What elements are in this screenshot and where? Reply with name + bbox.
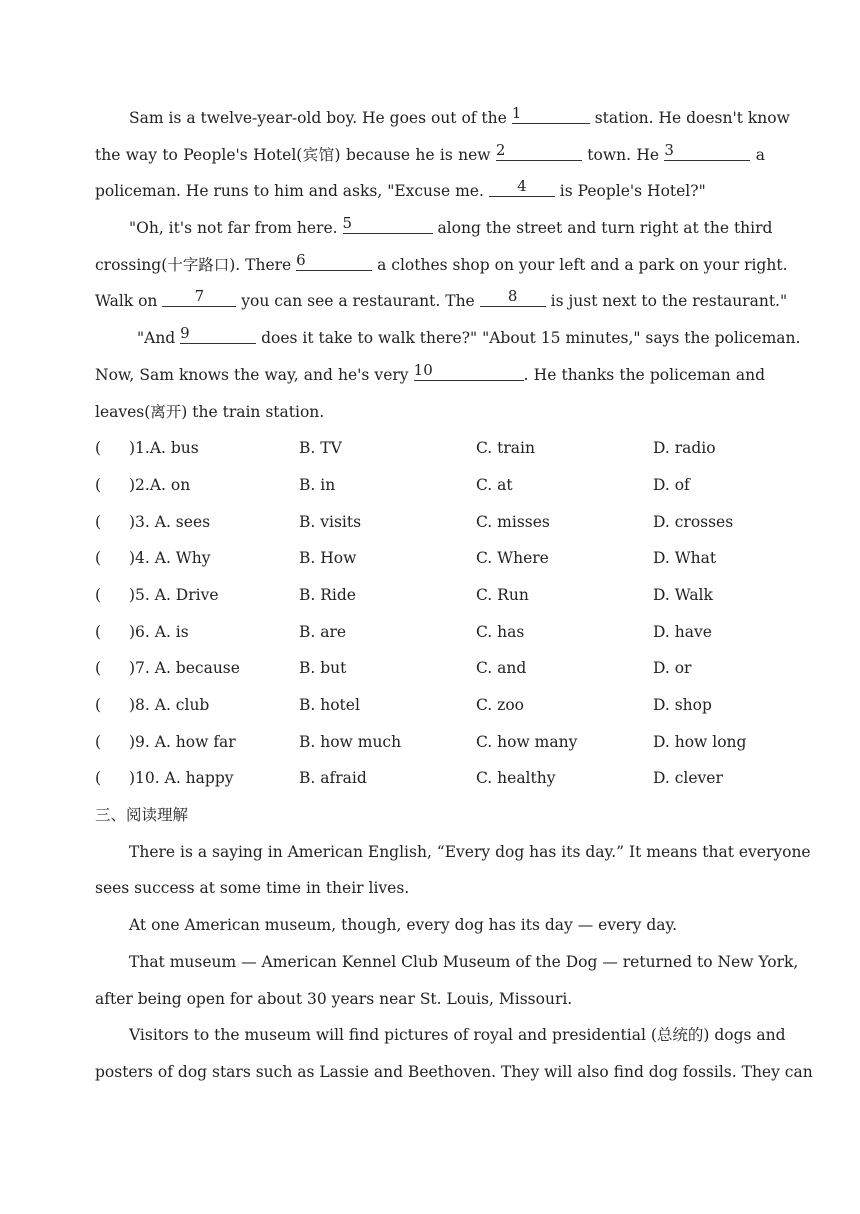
options-list — [95, 430, 765, 797]
option-a: )7. A. because — [129, 659, 240, 678]
blank-5[interactable]: 5 — [343, 213, 433, 234]
option-c: C. misses — [476, 512, 550, 531]
blank-10[interactable]: 10 — [414, 360, 524, 381]
document-page — [95, 100, 813, 1091]
option-row — [95, 650, 765, 687]
option-a: )3. A. sees — [129, 512, 211, 531]
option-c: C. has — [476, 622, 525, 641]
option-c: C. and — [476, 659, 527, 678]
option-b: B. hotel — [299, 696, 360, 714]
option-b: B. but — [299, 659, 347, 678]
option-a: )1.A. bus — [129, 439, 199, 458]
blank-9[interactable]: 9 — [180, 323, 256, 344]
text: a — [755, 145, 765, 164]
option-c: C. zoo — [476, 696, 524, 714]
cloze-line — [95, 100, 790, 137]
option-d: D. crosses — [653, 512, 734, 531]
text: town. He — [587, 145, 660, 164]
section-heading: 三、阅读理解 — [95, 806, 189, 825]
option-row — [95, 614, 765, 651]
option-b: B. How — [299, 549, 357, 568]
option-row — [95, 504, 765, 541]
option-c: C. at — [476, 475, 513, 494]
option-row — [95, 687, 765, 724]
reading-line: Visitors to the museum will find pictures of royal and presidential (总统的) dogs and — [129, 1026, 786, 1045]
reading-line: posters of dog stars such as Lassie and Beethoven. They will also find dog fossils. They can — [95, 1062, 813, 1081]
option-b: B. in — [299, 475, 336, 494]
reading-line: There is a saying in American English, “Every dog has its day.” It means that everyone — [129, 842, 811, 861]
option-row — [95, 467, 765, 504]
answer-paren[interactable]: ( — [95, 549, 102, 568]
option-row — [95, 577, 765, 614]
cloze-line — [95, 137, 765, 174]
option-b: B. visits — [299, 512, 362, 531]
option-d: D. or — [653, 659, 692, 678]
text: the way to People's Hotel(宾馆) because he is new — [95, 145, 491, 164]
text: . He thanks the policeman and — [523, 365, 766, 384]
reading-line: That museum — American Kennel Club Museum of the Dog — returned to New York, — [129, 952, 799, 971]
text: you can see a restaurant. The — [241, 292, 475, 311]
answer-paren[interactable]: ( — [95, 732, 102, 751]
option-d: D. radio — [653, 439, 716, 458]
option-b: B. are — [299, 622, 347, 641]
option-d: D. of — [653, 475, 690, 494]
cloze-line — [95, 247, 788, 284]
option-row — [95, 724, 765, 761]
option-a: )6. A. is — [129, 622, 189, 641]
cloze-line — [95, 357, 765, 394]
blank-8[interactable]: 8 — [480, 286, 546, 307]
option-c: C. train — [476, 439, 535, 458]
text: Walk on — [95, 292, 158, 311]
option-a: )4. A. Why — [129, 549, 211, 568]
answer-paren[interactable]: ( — [95, 585, 102, 604]
cloze-line — [95, 283, 788, 320]
option-c: C. Where — [476, 549, 549, 568]
option-a: )8. A. club — [129, 696, 210, 714]
cloze-line — [95, 210, 773, 247]
answer-paren[interactable]: ( — [95, 439, 102, 458]
cloze-line — [95, 320, 801, 357]
blank-2[interactable]: 2 — [496, 140, 582, 161]
option-b: B. TV — [299, 439, 342, 458]
option-d: D. shop — [653, 696, 712, 714]
option-d: D. how long — [653, 732, 747, 751]
text: is People's Hotel?" — [559, 182, 706, 201]
answer-paren[interactable]: ( — [95, 696, 102, 714]
cloze-line — [95, 394, 765, 431]
blank-6[interactable]: 6 — [296, 250, 372, 271]
reading-line: after being open for about 30 years near St. Louis, Missouri. — [95, 989, 573, 1008]
cloze-line — [95, 173, 765, 210]
option-a: )2.A. on — [129, 475, 191, 494]
text: Now, Sam knows the way, and he's very — [95, 365, 409, 384]
text: "Oh, it's not far from here. — [129, 219, 338, 238]
text: along the street and turn right at the third — [437, 219, 773, 238]
answer-paren[interactable]: ( — [95, 512, 102, 531]
text: leaves(离开) the train station. — [95, 402, 325, 421]
text: "And — [137, 329, 176, 348]
option-d: D. have — [653, 622, 712, 641]
option-row — [95, 540, 765, 577]
option-b: B. afraid — [299, 769, 367, 788]
text: a clothes shop on your left and a park on your right. — [377, 255, 788, 274]
option-c: C. Run — [476, 585, 529, 604]
blank-1[interactable]: 1 — [512, 103, 590, 124]
blank-7[interactable]: 7 — [162, 286, 236, 307]
option-b: B. how much — [299, 732, 402, 751]
blank-3[interactable]: 3 — [664, 140, 750, 161]
option-d: D. Walk — [653, 585, 713, 604]
option-c: C. how many — [476, 732, 578, 751]
reading-line: At one American museum, though, every dog has its day — every day. — [129, 916, 678, 935]
option-c: C. healthy — [476, 769, 556, 788]
option-b: B. Ride — [299, 585, 356, 604]
text: station. He doesn't know — [594, 109, 790, 127]
text: crossing(十字路口). There — [95, 255, 292, 274]
option-a: )9. A. how far — [129, 732, 236, 751]
option-a: )10. A. happy — [129, 769, 234, 788]
option-d: D. What — [653, 549, 717, 568]
answer-paren[interactable]: ( — [95, 659, 102, 678]
reading-line: sees success at some time in their lives. — [95, 879, 410, 898]
option-row — [95, 760, 765, 797]
option-d: D. clever — [653, 769, 723, 788]
text: Sam is a twelve-year-old boy. He goes out of the — [129, 109, 507, 127]
answer-paren[interactable]: ( — [95, 475, 102, 494]
answer-paren[interactable]: ( — [95, 622, 102, 641]
text: is just next to the restaurant." — [550, 292, 788, 311]
option-a: )5. A. Drive — [129, 585, 219, 604]
text: policeman. He runs to him and asks, "Excuse me. — [95, 182, 484, 201]
answer-paren[interactable]: ( — [95, 769, 102, 788]
text: does it take to walk there?" "About 15 minutes," says the policeman. — [261, 329, 801, 348]
blank-4[interactable]: 4 — [489, 176, 555, 197]
option-row — [95, 430, 765, 467]
